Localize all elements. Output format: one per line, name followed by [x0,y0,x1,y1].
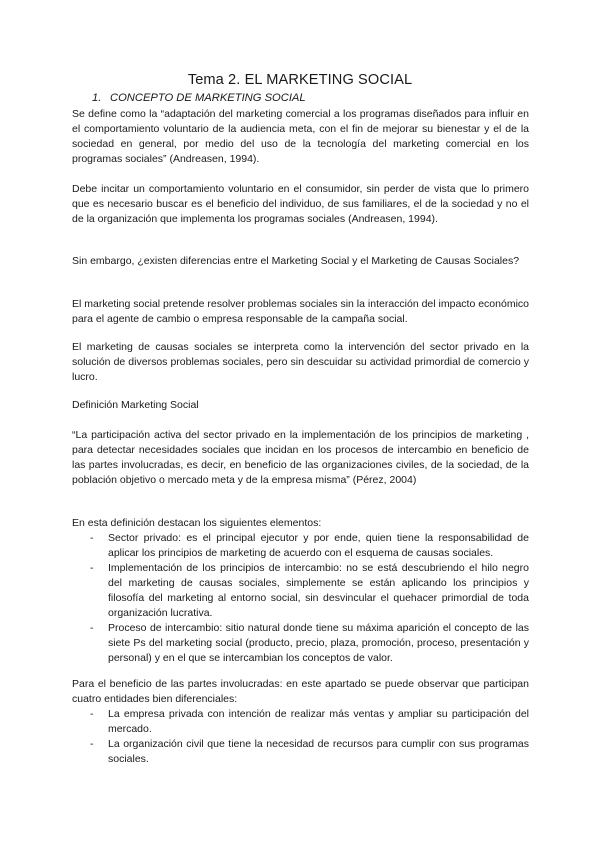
list-item: - Implementación de los principios de intercambio: no se está descubriendo el hilo negro del marketing de causas sociales, simplemente se están aplicando los principios y filosofía del marketing al entorno social, sin desvincular el quehacer primordial de toda organización lucrativa. [72,561,529,621]
list-item: - Sector privado: es el principal ejecutor y por ende, quien tiene la responsabilidad de aplicar los principios de marketing de acuerdo con el esquema de causas sociales. [72,531,529,561]
paragraph-cause-marketing: El marketing de causas sociales se interpreta como la intervención del sector privado en la solución de diversos problemas sociales, pero sin descuidar su actividad primordial de comercio y lucro. [72,341,529,383]
list-item: - La organización civil que tiene la necesidad de recursos para cumplir con sus programas sociales. [72,737,529,767]
paragraph-definition: Se define como la “adaptación del marketing comercial a los programas diseñados para influir en el comportamiento voluntario de la audiencia meta, con el fin de mejorar su bienestar y el de la sociedad en general, por medio del uso de la tecnología del marketing comercial en los programas sociales” (Andreasen, 1994). [72,108,529,165]
document-title: Tema 2. EL MARKETING SOCIAL [187,72,413,88]
paragraph-question: Sin embargo, ¿existen diferencias entre el Marketing Social y el Marketing de Causas Sociales? [72,255,520,267]
section-heading-text: CONCEPTO DE MARKETING SOCIAL [110,92,306,104]
list-item: - La empresa privada con intención de realizar más ventas y ampliar su participación del mercado. [72,707,529,737]
section-heading [92,92,306,104]
list-item: - Proceso de intercambio: sitio natural donde tiene su máxima aparición el concepto de las siete Ps del marketing social (producto, precio, plaza, promoción, proceso, presentación y personal) y en el que se intercambian los conceptos de valor. [72,621,529,666]
paragraph-social-marketing: El marketing social pretende resolver problemas sociales sin la interacción del impacto económico para el agente de cambio o empresa responsable de la campaña social. [72,298,529,325]
section-number: 1. [92,92,102,104]
paragraph-elements-intro: En esta definición destacan los siguientes elementos: [72,517,322,529]
paragraph-voluntary-behavior: Debe incitar un comportamiento voluntario en el consumidor, sin perder de vista que lo primero que es necesario buscar es el beneficio del individuo, de sus familiares, el de la sociedad y no el de la organización que implementa los programas sociales (Andreasen, 1994). [72,183,529,225]
paragraph-quote-perez: “La participación activa del sector privado en la implementación de los principios de marketing , para detectar necesidades sociales que incidan en los procesos de intercambio en beneficio de las partes involucradas, es decir, en beneficio de las organizaciones civiles, de la sociedad, de la población objetivo o mercado meta y de la empresa misma” (Pérez, 2004) [72,429,529,486]
elements-list [72,531,529,666]
paragraph-definition-heading: Definición Marketing Social [72,399,199,411]
paragraph-entities-intro: Para el beneficio de las partes involucradas: en este apartado se puede observar que participan cuatro entidades bien diferenciales: [72,678,529,705]
entities-list [72,707,529,767]
